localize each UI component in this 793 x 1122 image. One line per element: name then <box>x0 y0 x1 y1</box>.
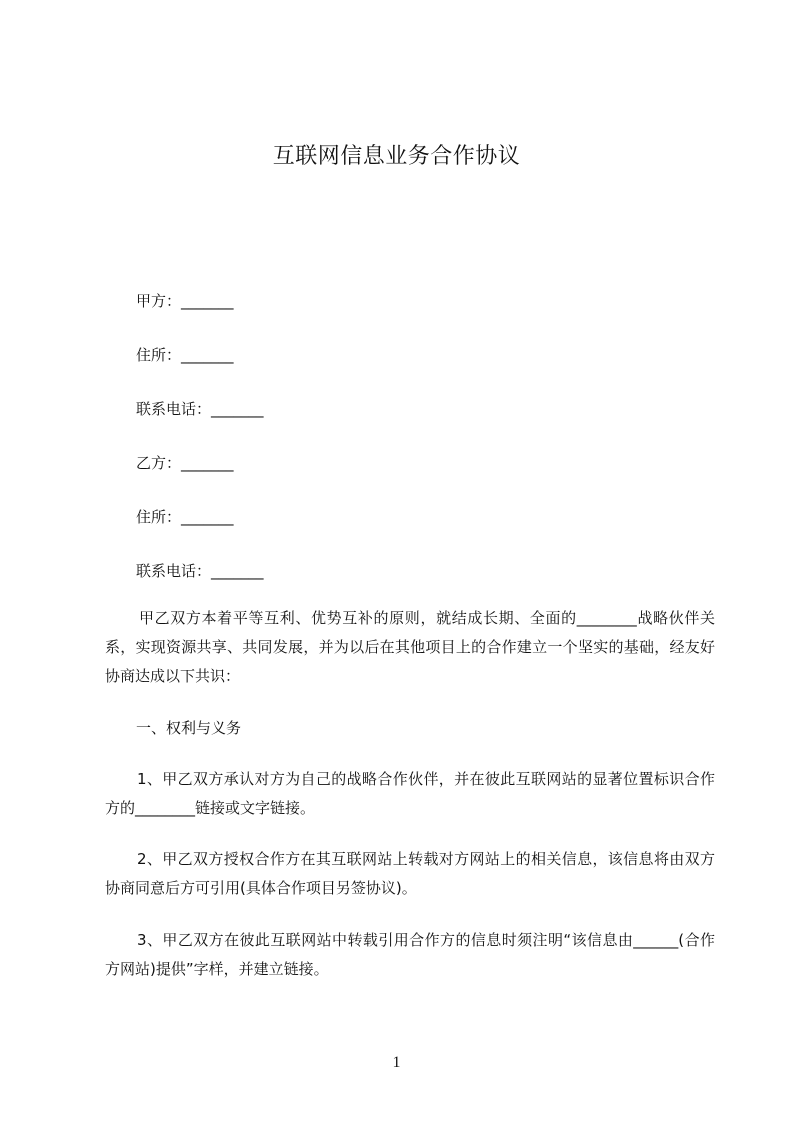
party-a-address-field: 住所：_______ <box>136 346 234 364</box>
page-number: 1 <box>392 1054 401 1071</box>
document-title: 互联网信息业务合作协议 <box>272 144 521 169</box>
party-a-field: 甲方：_______ <box>136 292 234 310</box>
section-heading-rights-obligations: 一、权利与义务 <box>136 719 242 737</box>
clause-3: 3、甲乙双方在彼此互联网站中转载引用合作方的信息时须注明“该信息由______(合作方网站)提供”字样，并建立链接。 <box>105 931 715 978</box>
intro-paragraph: 甲乙双方本着平等互利、优势互补的原则，就结成长期、全面的________战略伙伴关系，实现资源共享、共同发展，并为以后在其他项目上的合作建立一个坚实的基础，经友好协商达成以下共识： <box>105 609 715 685</box>
clause-2: 2、甲乙双方授权合作方在其互联网站上转载对方网站上的相关信息，该信息将由双方协商同意后方可引用(具体合作项目另签协议)。 <box>105 850 715 897</box>
party-b-field: 乙方：_______ <box>136 454 234 472</box>
party-a-phone-field: 联系电话：_______ <box>136 400 264 418</box>
party-b-address-field: 住所：_______ <box>136 508 234 526</box>
party-b-phone-field: 联系电话：_______ <box>136 562 264 580</box>
clause-1: 1、甲乙双方承认对方为自己的战略合作伙伴，并在彼此互联网站的显著位置标识合作方的________链接或文字链接。 <box>105 770 715 817</box>
